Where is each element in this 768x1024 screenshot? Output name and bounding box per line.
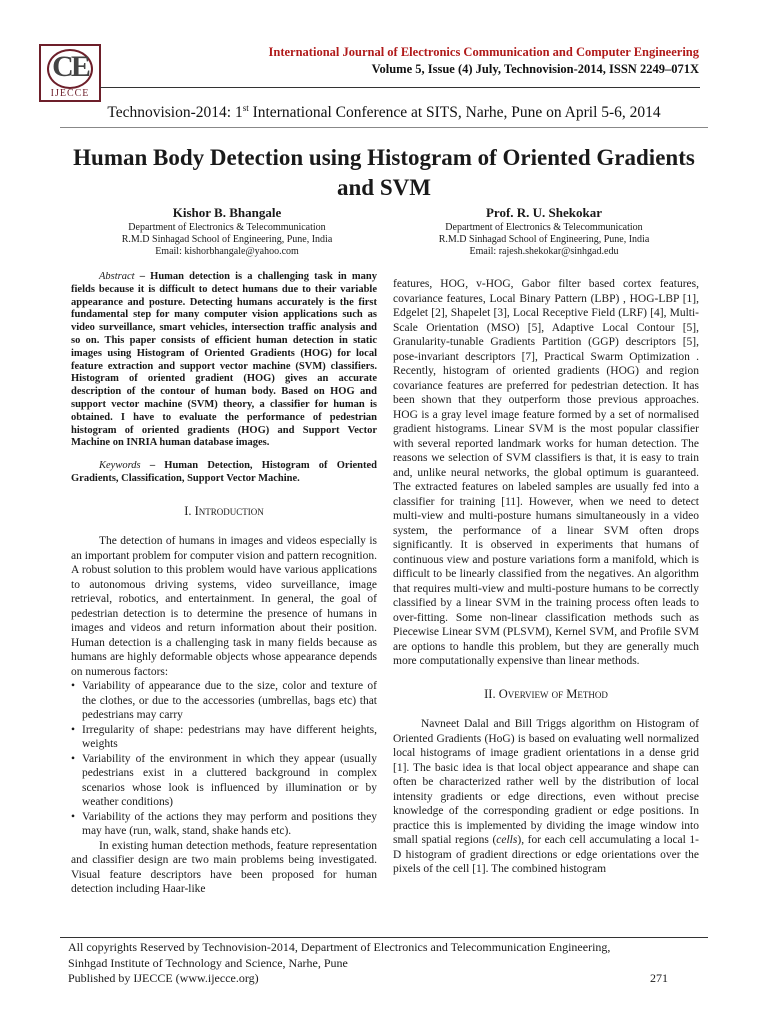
author-block-1 (77, 207, 377, 258)
footer-line: All copyrights Reserved by Technovision-2014, Department of Electronics and Telecommunication Engineering, (68, 940, 611, 954)
author-dept: Department of Electronics & Telecommunication (128, 222, 326, 233)
right-column (393, 277, 699, 877)
author-block-2 (394, 207, 694, 258)
author-institute: R.M.D Sinhagad School of Engineering, Pune, India (121, 234, 333, 245)
list-item: • Variability of the actions they may perform and positions they may have (run, walk, stand, shake hands etc). (71, 810, 377, 839)
header-rule (100, 87, 700, 88)
conference-rule (60, 127, 708, 128)
author-dept: Department of Electronics & Telecommunication (445, 222, 643, 233)
author-name: Prof. R. U. Shekokar (485, 205, 603, 220)
conference-line: Technovision-2014: 1st International Conference at SITS, Narhe, Pune on April 5-6, 2014 (107, 103, 661, 122)
list-item: • Irregularity of shape: pedestrians may have different heights, weights (71, 723, 377, 752)
author-email: Email: kishorbhangale@yahoo.com (155, 246, 299, 257)
journal-name: International Journal of Electronics Communication and Computer Engineering (268, 45, 699, 59)
logo-emblem: CE (52, 50, 88, 83)
journal-logo (39, 44, 101, 102)
author-institute: R.M.D Sinhagad School of Engineering, Pune, India (438, 234, 650, 245)
footer-line: Published by IJECCE (www.ijecce.org) (68, 971, 259, 985)
list-item: • Variability of appearance due to the size, color and texture of the clothes, or due to the accessories (umbrellas, bags etc) that pedestrians may carry (71, 679, 377, 723)
author-name: Kishor B. Bhangale (172, 205, 282, 220)
journal-volume: Volume 5, Issue (4) July, Technovision-2014, ISSN 2249–071X (371, 62, 699, 76)
keywords: Keywords – Human Detection, Histogram of Oriented Gradients, Classification, Support Vector Machine. (71, 460, 377, 484)
method-paragraph: Navneet Dalal and Bill Triggs algorithm on Histogram of Oriented Gradients (HoG) is based on evaluating well normalized local histograms of image gradient orientations in a dense grid [1]. The basic idea is that local object appearance and shape can often be characterized rather well by the distribution of local intensity gradients or edge directions, even without precise knowledge of the corresponding gradient or edge positions. In practice this is implemented by dividing the image window into small spatial regions (cells), for each cell accumulating a local 1-D histogram of gradient directions or edge orientations over the pixels of the cell [1]. The combined histogram (393, 718, 699, 875)
footer-line: Sinhgad Institute of Technology and Science, Narhe, Pune (68, 955, 348, 970)
logo-label: IJECCE (50, 88, 90, 99)
list-item: • Variability of the environment in which they appear (usually pedestrians exist in a cluttered background in complex scenarios whose look is influenced by illumination or by weather conditions) (71, 752, 377, 810)
paper-title: Human Body Detection using Histogram of Oriented Gradients and SVM (73, 145, 695, 200)
section-heading-introduction: I. Introduction (184, 503, 264, 518)
footer-copyright (68, 940, 668, 987)
body-paragraph: features, HOG, v-HOG, Gabor filter based cortex features, covariance features, Local Binary Pattern (LBP) , HOG-LBP [1], Edgelet [2], Shapelet [3], Local Receptive Field (LRF) [4], Multi-Scale Orientation (MSO) [5], Adaptive Local Contour [5], Granularity-tunable Gradients Partition (GGP) descriptors [5], pose-invariant descriptors [7], Practical Swarm Optimization . Recently, histogram of oriented gradients (HOG) and region covariance features are preferred for pedestrian detection. It has been shown that they outperform those previous approaches. HOG is a gray level image feature formed by a set of normalised gradient histograms. Linear SVM is the most popular classifier with several reported landmark works for human detection. The reasons we selection of SVM classifiers is that, it is easy to train and, unlike neural networks, the global optimum is guaranteed. The extracted features on labeled samples are usually fed into a classifier for training [11]. However, when we need to detect multi-view and multi-posture humans simultaneously in a video system, the performance of a linear SVM often drops significantly. It is observed in experiments that humans of continuous view and posture variations form a manifold, which is difficult to be linearly classified from the negatives. An algorithm that requires multi-view and multi-posture humans to be correctly classified by a linear SVM in the training process often leads to over-fitting. Some non-linear classification methods such as Piecewise Linear SVM (PLSVM), Kernel SVM, and Profile SVM are options to handle this problem, but they are generally much more computationally expensive than linear methods. (393, 278, 699, 667)
abstract: Abstract – Human detection is a challenging task in many fields because it is difficult to detect humans due to their variable appearance and posture. Detecting humans accurately is the first fundamental step for many computer vision applications such as video surveillance, smart vehicles, intersection traffic analysis and so on. This paper consists of efficient human detection in static images using Histogram of Oriented Gradients (HOG) for local feature extraction and support vector machine (SVM) classifiers. Histogram of oriented gradient (HOG) gives an accurate description of the contour of human body. Based on HOG and support vector machine (SVM) theory, a classifier for human is obtained. I have to evaluate the performance of pedestrian histogram of oriented gradients (HOG) and Support Vector Machine on INRIA human database images. (71, 271, 377, 449)
page-number: 271 (650, 971, 668, 985)
footer-rule (60, 937, 708, 938)
author-email: Email: rajesh.shekokar@sinhgad.edu (469, 246, 619, 257)
intro-paragraph: The detection of humans in images and videos especially is an important problem for computer vision and pattern recognition. A robust solution to this problem would have various applications to autonomous driving systems, video surveillance, image retrieval, robotics, and entertainment. In general, the goal of pedestrian detection is to determine the presence of humans in images and videos and return information about their position. Human detection is a challenging task in many fields because as humans are highly deformable objects whose appearance depends on numerous factors: (71, 535, 377, 678)
section-heading-method: II. Overview of Method (484, 686, 608, 701)
factor-list (71, 679, 377, 839)
intro-paragraph-2: In existing human detection methods, feature representation and classifier design are two main problems being investigated. Visual feature descriptors have been proposed for human detection including Haar-like (71, 839, 377, 896)
left-column (71, 271, 377, 897)
